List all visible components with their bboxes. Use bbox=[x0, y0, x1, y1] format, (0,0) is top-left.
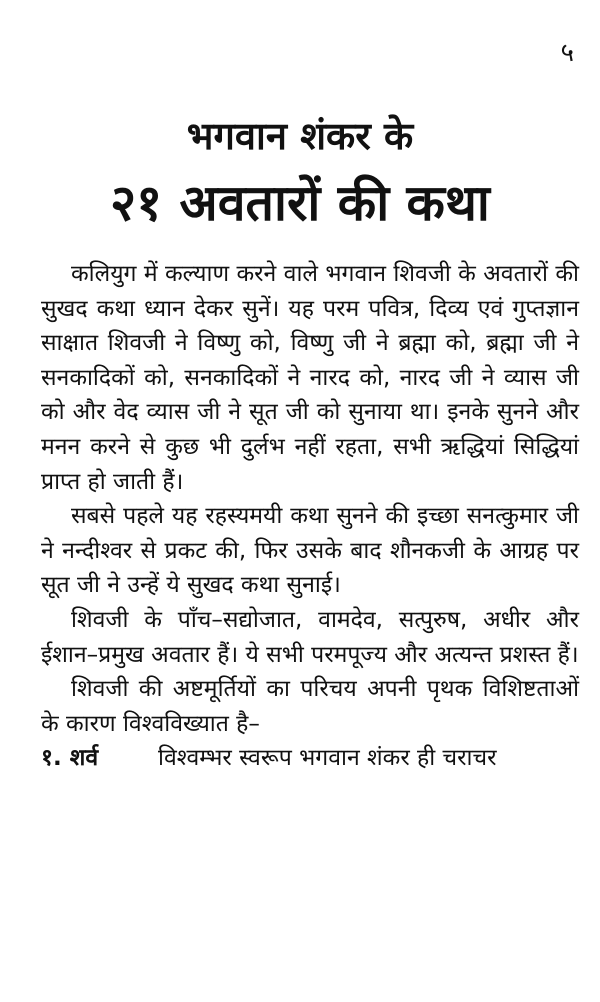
paragraph-4: शिवजी की अष्टमूर्तियों का परिचय अपनी पृथक विशिष्टताओं के कारण विश्वविख्यात है– bbox=[41, 676, 579, 737]
list-item bbox=[41, 741, 579, 776]
paragraph-3: शिवजी के पाँच–सद्योजात, वामदेव, सत्पुरुष, अधीर और ईशान–प्रमुख अवतार हैं। ये सभी परमपूज्य और अत्यन्त प्रशस्त हैं। bbox=[41, 606, 579, 668]
body-text bbox=[41, 257, 579, 776]
paragraph-1: कलियुग में कल्याण करने वाले भगवान शिवजी के अवतारों की सुखद कथा ध्यान देकर सुनें। यह परम पवित्र, दिव्य एवं गुप्तज्ञान साक्षात शिवजी ने विष्णु को, विष्णु जी ने ब्रह्मा को, ब्रह्मा जी ने सनकादिकों को, सनकादिकों ने नारद को, नारद जी ने व्यास जी को और वेद व्यास जी ने सूत जी को सुनाया था। इनके सुनने और मनन करने से कुछ भी दुर्लभ नहीं रहता, सभी ऋद्धियां सिद्धियां प्राप्त हो जाती हैं। bbox=[41, 261, 579, 495]
list-item-text: विश्वम्भर स्वरूप भगवान शंकर ही चराचर bbox=[158, 745, 497, 772]
paragraph-2: सबसे पहले यह रहस्यमयी कथा सुनने की इच्छा सनत्कुमार जी ने नन्दीश्वर से प्रकट की, फिर उसके बाद शौनकजी के आग्रह पर सूत जी ने उन्हें ये सुखद कथा सुनाई। bbox=[41, 503, 579, 599]
list-item-label: १. शर्व bbox=[41, 745, 99, 772]
page-number: ५ bbox=[560, 38, 574, 68]
chapter-title-line-2: २१ अवतारों की कथा bbox=[110, 174, 490, 232]
chapter-title-line-1: भगवान शंकर के bbox=[186, 114, 414, 158]
